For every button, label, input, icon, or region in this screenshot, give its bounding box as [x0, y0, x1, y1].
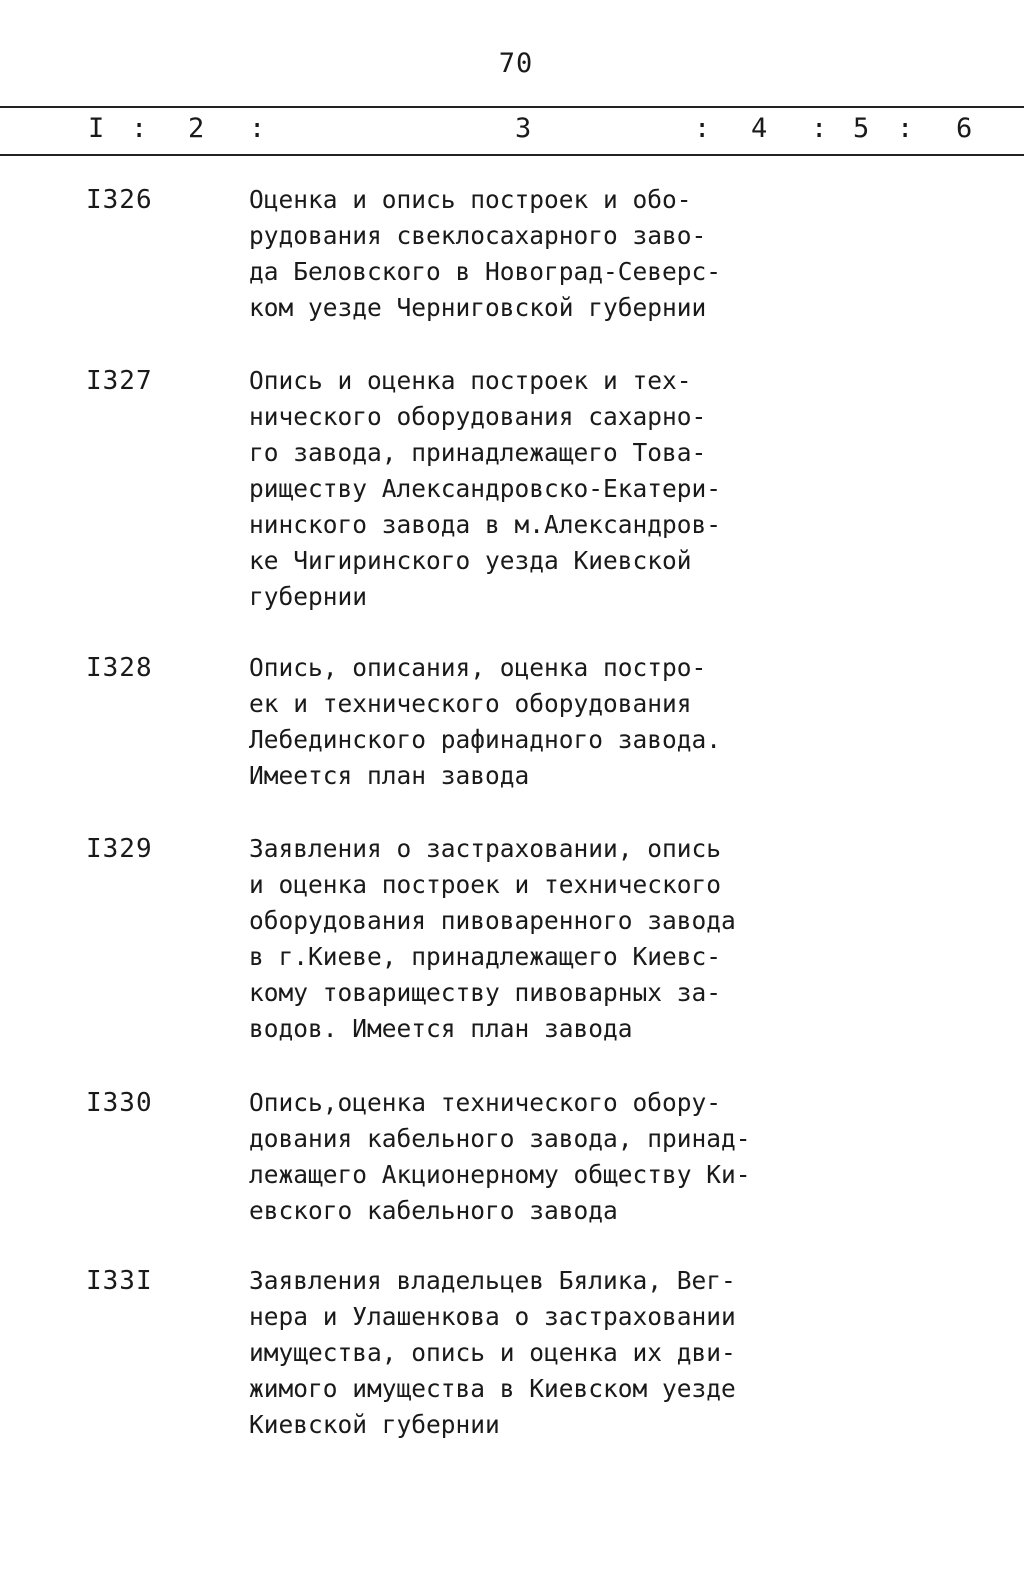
- entry-description: Оценка и опись построек и обо- рудования свеклосахарного заво- да Беловского в Новоград-Северс- ком уезде Черниговской губернии: [249, 185, 722, 322]
- entry-number: I326: [86, 185, 153, 215]
- column-header-2: 2: [188, 113, 205, 144]
- header-bottom-rule: [0, 154, 1024, 156]
- column-separator: :: [897, 113, 914, 144]
- page-number: 70: [498, 48, 534, 79]
- entry-description: Заявления о застраховании, опись и оценка построек и технического оборудования пивоваренного завода в г.Киеве, принадлежащего Киевс- кому товариществу пивоварных за- водов. Имеется план завода: [249, 834, 736, 1043]
- entry-description: Опись, описания, оценка постро- ек и технического оборудования Лебединского рафинадного завода. Имеется план завода: [249, 653, 722, 790]
- column-header-6: 6: [956, 113, 973, 144]
- column-header-3: 3: [515, 113, 532, 144]
- entry-description: Опись и оценка построек и тех- нического оборудования сахарно- го завода, принадлежащего Това- риществу Александровско-Екатери- нинского завода в м.Александров- ке Чигиринского уезда Киевской губернии: [249, 366, 722, 611]
- entry-number: I327: [86, 366, 153, 396]
- column-header-4: 4: [751, 113, 768, 144]
- column-header-5: 5: [853, 113, 870, 144]
- entry-description: Опись,оценка технического обору- дования кабельного завода, принад- лежащего Акционерному обществу Ки- евского кабельного завода: [249, 1088, 751, 1225]
- column-separator: :: [131, 113, 148, 144]
- entry-number: I33I: [86, 1266, 153, 1296]
- entry-number: I330: [86, 1088, 153, 1118]
- column-separator: :: [694, 113, 711, 144]
- column-separator: :: [249, 113, 266, 144]
- entry-number: I328: [86, 653, 153, 683]
- entry-number: I329: [86, 834, 153, 864]
- column-separator: :: [811, 113, 828, 144]
- column-header-1: I: [88, 113, 105, 144]
- entry-description: Заявления владельцев Бялика, Вег- нера и Улашенкова о застраховании имущества, опись и оценка их дви- жимого имущества в Киевском уезде Киевской губернии: [249, 1266, 736, 1439]
- header-top-rule: [0, 106, 1024, 108]
